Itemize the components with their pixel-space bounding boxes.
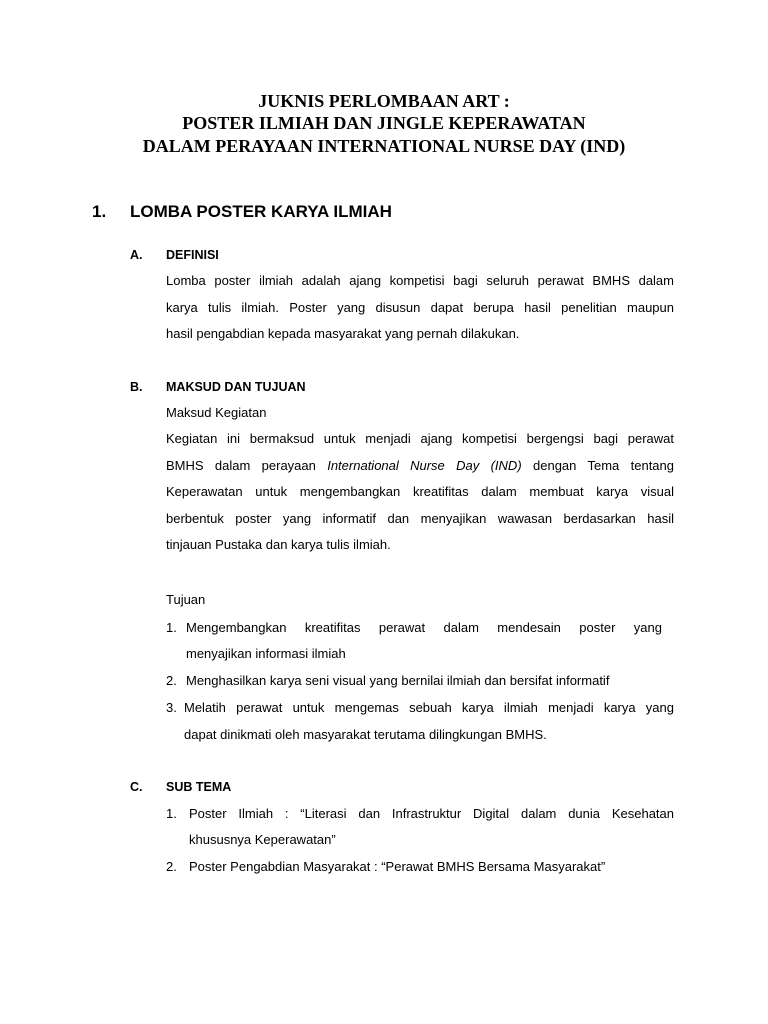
tujuan-item-1-line-1: Mengembangkan kreatifitas perawat dalam mendesain poster yang <box>186 620 662 635</box>
section-c-title: SUB TEMA <box>166 780 232 794</box>
maksud-line-2-post: dengan Tema tentang <box>521 457 674 473</box>
section-a-letter: A. <box>130 248 143 262</box>
tujuan-item-3-line-2: dapat dinikmati oleh masyarakat terutama dilingkungan BMHS. <box>184 727 547 742</box>
section-1-number: 1. <box>92 202 107 221</box>
tujuan-item-3-number: 3. <box>166 700 177 715</box>
definisi-line-3: hasil pengabdian kepada masyarakat yang pernah dilakukan. <box>166 326 520 341</box>
event-name-italic: International Nurse Day (IND) <box>327 457 522 473</box>
document-title-line-2: POSTER ILMIAH DAN JINGLE KEPERAWATAN <box>182 113 586 133</box>
subtema-item-2-number: 2. <box>166 859 177 874</box>
tujuan-item-1-line-2: menyajikan informasi ilmiah <box>186 646 346 661</box>
maksud-heading: Maksud Kegiatan <box>166 405 267 420</box>
section-a-title: DEFINISI <box>166 248 219 262</box>
subtema-item-1-line-2: khususnya Keperawatan” <box>189 832 336 847</box>
section-b-letter: B. <box>130 380 143 394</box>
section-b-title: MAKSUD DAN TUJUAN <box>166 380 306 394</box>
tujuan-item-2-line-1: Menghasilkan karya seni visual yang bernilai ilmiah dan bersifat informatif <box>186 673 610 688</box>
maksud-line-4: berbentuk poster yang informatif dan menyajikan wawasan berdasarkan hasil <box>166 510 674 526</box>
tujuan-item-3-line-1: Melatih perawat untuk mengemas sebuah karya ilmiah menjadi karya yang <box>184 700 674 715</box>
definisi-line-2: karya tulis ilmiah. Poster yang disusun dapat berupa hasil penelitian maupun <box>166 299 674 315</box>
maksud-line-2-pre: BMHS dalam perayaan <box>166 457 328 473</box>
subtema-item-2-line-1: Poster Pengabdian Masyarakat : “Perawat BMHS Bersama Masyarakat” <box>189 859 606 874</box>
maksud-line-1: Kegiatan ini bermaksud untuk menjadi ajang kompetisi bergengsi bagi perawat <box>166 431 674 446</box>
document-title-line-3: DALAM PERAYAAN INTERNATIONAL NURSE DAY (IND) <box>142 136 626 156</box>
definisi-paragraph <box>166 268 674 348</box>
tujuan-item-2-number: 2. <box>166 673 177 688</box>
section-1-title: LOMBA POSTER KARYA ILMIAH <box>130 202 392 221</box>
maksud-line-2 <box>166 453 674 480</box>
subtema-item-1-number: 1. <box>166 806 177 821</box>
document-title-line-1: JUKNIS PERLOMBAAN ART : <box>258 91 510 111</box>
tujuan-heading: Tujuan <box>166 592 206 607</box>
definisi-line-1: Lomba poster ilmiah adalah ajang kompetisi bagi seluruh perawat BMHS dalam <box>166 273 674 288</box>
maksud-line-5: tinjauan Pustaka dan karya tulis ilmiah. <box>166 537 391 552</box>
section-c-letter: C. <box>130 780 143 794</box>
maksud-paragraph <box>166 426 674 559</box>
subtema-item-1-line-1: Poster Ilmiah : “Literasi dan Infrastruktur Digital dalam dunia Kesehatan <box>189 806 674 821</box>
maksud-line-3: Keperawatan untuk mengembangkan kreatifitas dalam membuat karya visual <box>166 484 674 499</box>
tujuan-item-1-number: 1. <box>166 620 177 635</box>
